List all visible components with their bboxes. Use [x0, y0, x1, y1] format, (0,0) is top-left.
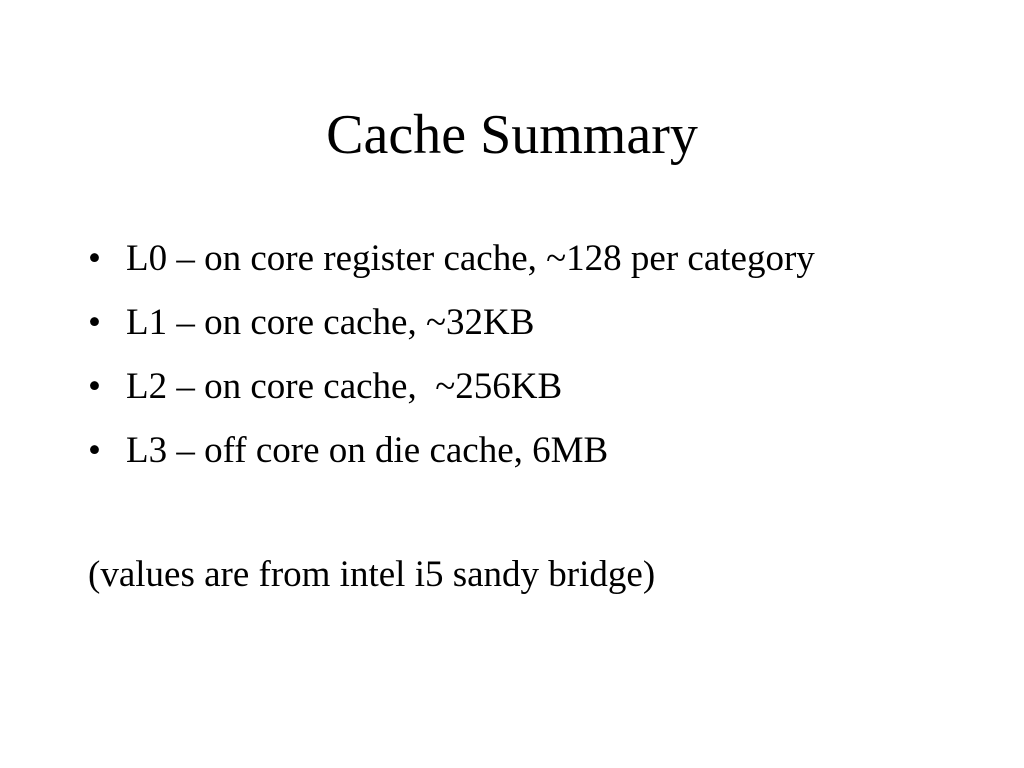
bullet-icon: • [88, 302, 101, 343]
bullet-text: L3 – off core on die cache, 6MB [126, 430, 609, 471]
bullet-list [86, 234, 886, 490]
bullet-icon: • [88, 430, 101, 471]
bullet-text: L2 – on core cache, ~256KB [126, 366, 563, 407]
slide-title: Cache Summary [326, 104, 698, 166]
bullet-icon: • [88, 238, 101, 279]
bullet-item-l0 [86, 234, 886, 284]
bullet-icon: • [88, 366, 101, 407]
bullet-text: L0 – on core register cache, ~128 per category [126, 238, 815, 279]
bullet-item-l1 [86, 298, 886, 348]
bullet-text: L1 – on core cache, ~32KB [126, 302, 535, 343]
bullet-item-l3 [86, 426, 886, 476]
footnote: (values are from intel i5 sandy bridge) [88, 554, 656, 595]
bullet-item-l2 [86, 362, 886, 412]
